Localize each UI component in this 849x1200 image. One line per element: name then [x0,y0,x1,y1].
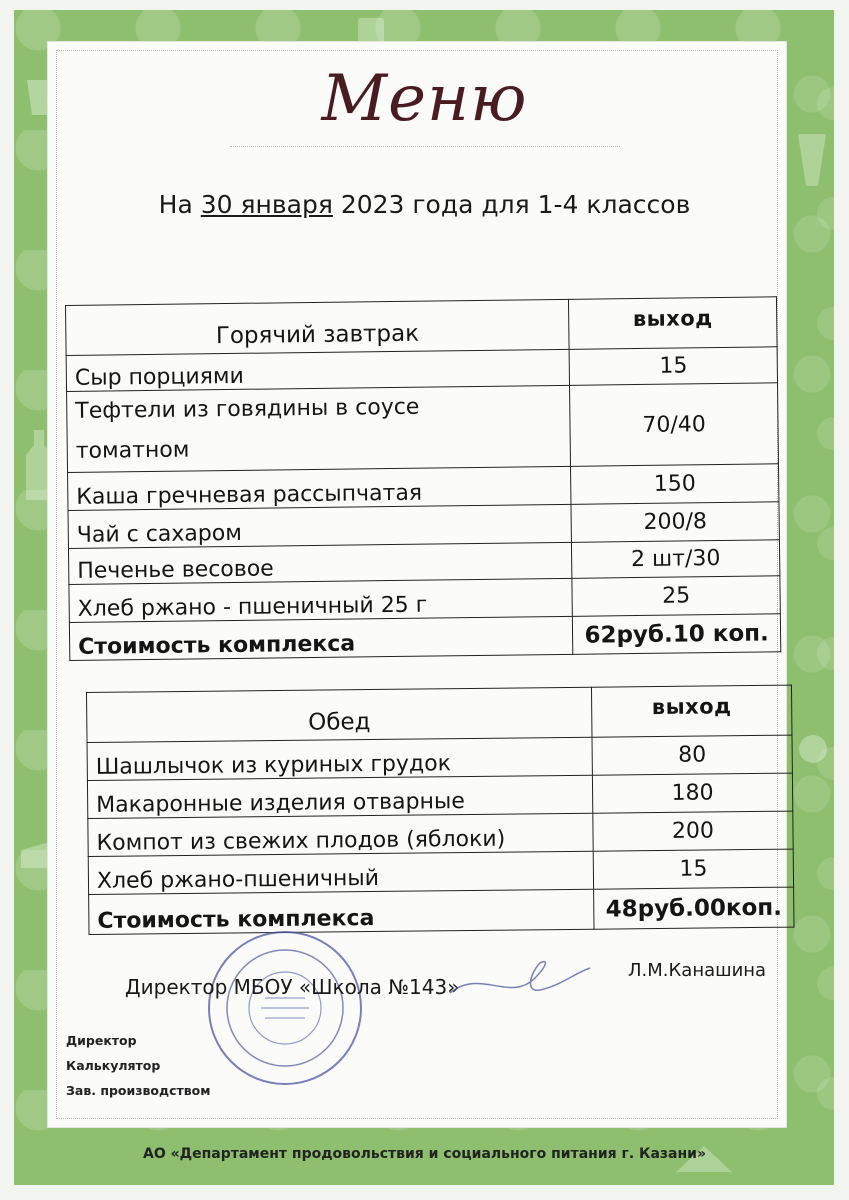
total-price: 62руб.10 коп. [573,614,781,655]
dish-qty: 200 [593,811,793,851]
lunch-table [86,685,795,935]
dish-qty: 70/40 [570,383,779,467]
dish-qty: 25 [572,576,780,617]
date-prefix: На [158,190,193,219]
director-name: Л.М.Канашина [628,960,767,981]
dish-name: Компот из свежих плодов (яблоки) [88,813,593,856]
role-calculator: Калькулятор [66,1058,161,1073]
dish-name: Макаронные изделия отварные [87,775,592,818]
dish-name: Сыр порциями [66,349,570,391]
role-director: Директор [66,1033,137,1048]
director-signature-line: Директор МБОУ «Школа №143» [125,975,460,999]
tomato-icon [796,730,830,764]
handwritten-signature [440,948,600,1008]
dish-qty: 180 [592,773,792,813]
menu-date: 30 января [200,190,333,219]
total-label: Стоимость комплекса [89,889,594,934]
dish-qty: 15 [569,347,777,386]
dish-qty: 200/8 [571,502,779,543]
breakfast-qty-header: выход [569,297,777,350]
title-divider [230,146,620,147]
dish-name: Печенье весовое [68,542,572,584]
dish-name: Каша гречневая рассыпчатая [68,466,572,510]
table-row [67,383,779,473]
dish-name: Хлеб ржано - пшеничный 25 г [69,578,573,622]
date-suffix: 2023 года для 1-4 классов [340,190,691,219]
dish-name: Шашлычок из куриных грудок [87,737,592,780]
footer-organization: АО «Департамент продовольствия и социального питания г. Казани» [142,1146,707,1162]
dish-name: Хлеб ржано-пшеничный [88,851,593,894]
glass-icon [794,130,830,190]
table-row-total [69,614,780,661]
dish-qty: 15 [593,849,793,889]
dish-name: Тефтели из говядины в соусе томатном [67,385,571,472]
dish-qty: 80 [592,735,792,775]
lunch-header: Обед [87,687,593,742]
menu-date-line [0,190,849,219]
total-label: Стоимость комплекса [69,616,573,660]
dish-name: Чай с сахаром [68,504,572,548]
stamp-seal [205,928,365,1088]
menu-title: Меню [321,62,528,136]
lunch-qty-header: выход [591,685,791,737]
dish-qty: 150 [571,464,779,505]
total-price: 48руб.00коп. [594,887,794,929]
dish-qty: 2 шт/30 [572,540,780,579]
breakfast-table [65,296,781,661]
table-row-total [89,887,794,934]
breakfast-header: Горячий завтрак [66,299,570,355]
role-production-head: Зав. производством [66,1083,211,1098]
